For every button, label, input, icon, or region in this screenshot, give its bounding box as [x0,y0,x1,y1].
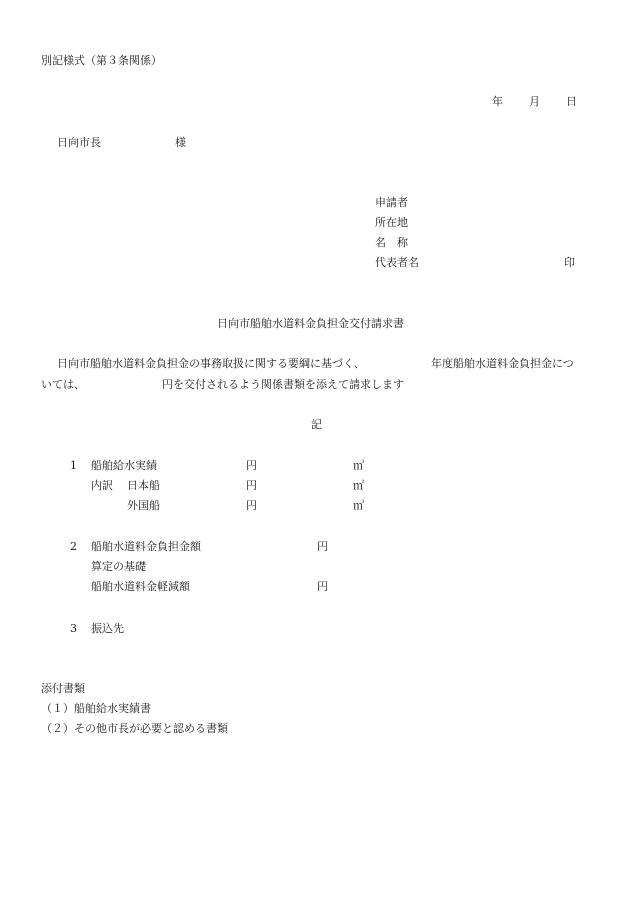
item2-number: 2 [70,540,77,553]
item1-yen-unit: 円 [246,459,257,472]
applicant-location-label: 所在地 [375,216,408,229]
date-year-label: 年 [492,95,503,108]
item1-label: 船舶給水実績 [91,459,157,472]
addressee-name: 日向市長 [57,136,101,149]
body-line2-part2: 円を交付されるよう関係書類を添えて請求します [162,378,404,391]
item1-japanese-ship-label: 日本船 [127,479,160,492]
attachments-heading: 添付書類 [41,682,85,695]
item3-label: 振込先 [91,622,124,635]
applicant-name-label: 名 称 [375,236,408,249]
body-line1-part2: 年度船舶水道料金負担金につ [431,357,574,370]
item1-foreign-ship-m3-unit: ㎥ [353,499,364,512]
item1-japanese-ship-m3-unit: ㎥ [353,479,364,492]
date-day-label: 日 [566,95,577,108]
body-line2-part1: いては、 [41,378,85,391]
date-month-label: 月 [529,95,540,108]
item1-foreign-ship-label: 外国船 [127,499,160,512]
seal-mark: 印 [564,256,575,269]
document-title: 日向市船舶水道料金負担金交付請求書 [217,317,404,330]
item2-label: 船舶水道料金負担金額 [91,540,201,553]
body-line1-part1: 日向市船舶水道料金負担金の事務取扱に関する要綱に基づく、 [57,357,365,370]
item1-m3-unit: ㎥ [353,459,364,472]
item1-breakdown-label: 内訳 [91,479,113,492]
addressee-honorific: 様 [175,136,186,149]
ki-marker: 記 [311,418,322,431]
attachment-item-1: （１）船舶給水実績書 [41,702,151,715]
item1-japanese-ship-yen-unit: 円 [246,479,257,492]
item1-foreign-ship-yen-unit: 円 [246,499,257,512]
item2-reduction-yen-unit: 円 [317,580,328,593]
item3-number: 3 [70,622,77,635]
item2-reduction-label: 船舶水道料金軽減額 [91,580,190,593]
form-label: 別記様式（第３条関係） [41,54,162,67]
applicant-representative-label: 代表者名 [375,256,419,269]
item1-number: 1 [70,459,77,472]
item2-basis-label: 算定の基礎 [91,560,146,573]
applicant-heading: 申請者 [375,196,408,209]
item2-yen-unit: 円 [317,540,328,553]
attachment-item-2: （２）その他市長が必要と認める書類 [41,722,228,735]
